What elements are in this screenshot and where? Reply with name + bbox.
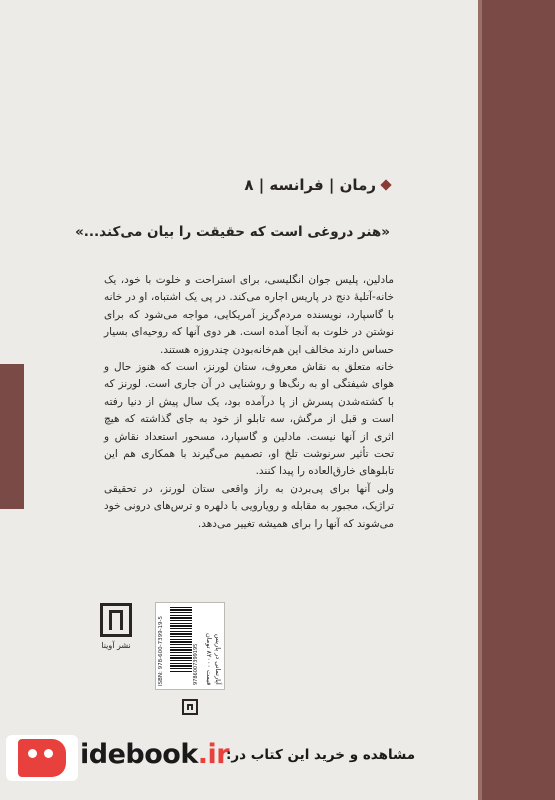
watermark-site-tld: .ir [197,739,230,770]
genre-text: رمان | فرانسه | ۸ [244,176,376,194]
publisher-mark-icon [182,699,198,715]
price-title: آپارتمانی در پاریس [214,634,222,685]
cover-side-tab [0,364,24,509]
isbn-label: ISBN: 978-600-7399-19-5 [158,615,164,686]
synopsis [104,272,394,533]
book-face-icon [18,739,66,777]
publisher-emblem-icon [100,603,132,637]
watermark-site-name: idebook [80,739,198,770]
publisher-logo [94,603,138,683]
price-label [202,607,222,685]
diamond-bullet-icon [380,179,391,190]
watermark-tagline: مشاهده و خرید این کتاب در: [226,747,416,763]
book-quote: «هنر دروغی است که حقیقت را بیان می‌کند...» [75,224,390,240]
idebook-watermark[interactable] [0,733,480,783]
barcode-icon [170,607,192,673]
synopsis-paragraph-2: خانه متعلق به نقاش معروف، ستان لورنز، است که هنوز حال و هوای شیفتگی او به رنگ‌ها و روشنایی در آن جاری است. لورنز که با کشته‌شدن پسرش از پا درآمده بود، یک سال پیش از دنیا رفته است و قبل از مرگش، سه تابلو از خود به جای گذاشته که هیچ اثری از آنها نیست. مادلین و گاسپارد، مسحور استعداد نقاش و تحت تأثیر سرنوشت تلخ او، تصمیم می‌گیرند با همکاری هم این تابلوهای خارق‌العاده را پیدا کنند. [104,361,394,478]
synopsis-paragraph-3: ولی آنها برای پی‌بردن به راز واقعی ستان لورنز، در تحقیقی تراژیک، مجبور به مقابله و رویارویی با دلهره و ترس‌های درونی خود می‌شوند که آنها را برای همیشه تغییر می‌دهد. [104,482,394,530]
synopsis-paragraph-1: مادلین، پلیس جوان انگلیسی، برای استراحت و خلوت با خود، یک خانه-آتلیهٔ دنج در پاریس اجاره می‌کند. در پی یک اشتباه، او در خانه با گاسپارد، نویسنده مردم‌گریز آمریکایی، مواجه می‌شود که برای نوشتن در خلوت به آنجا آمده است. هر دوی آنها که روحیه‌ای بسیار حساس دارند مخالف این هم‌خانه‌بودن چندروزه هستند. [104,274,394,356]
idebook-logo-icon [6,735,78,781]
barcode-sticker [155,602,225,690]
genre-line [244,176,390,194]
publisher-name: نشر آوینا [101,641,131,650]
barcode-number: 9786007399195 [193,643,199,685]
spine-edge [478,0,482,800]
price-value: قیمت ۸۲۰۰۰ تومان [205,632,213,685]
watermark-site[interactable] [80,739,229,770]
